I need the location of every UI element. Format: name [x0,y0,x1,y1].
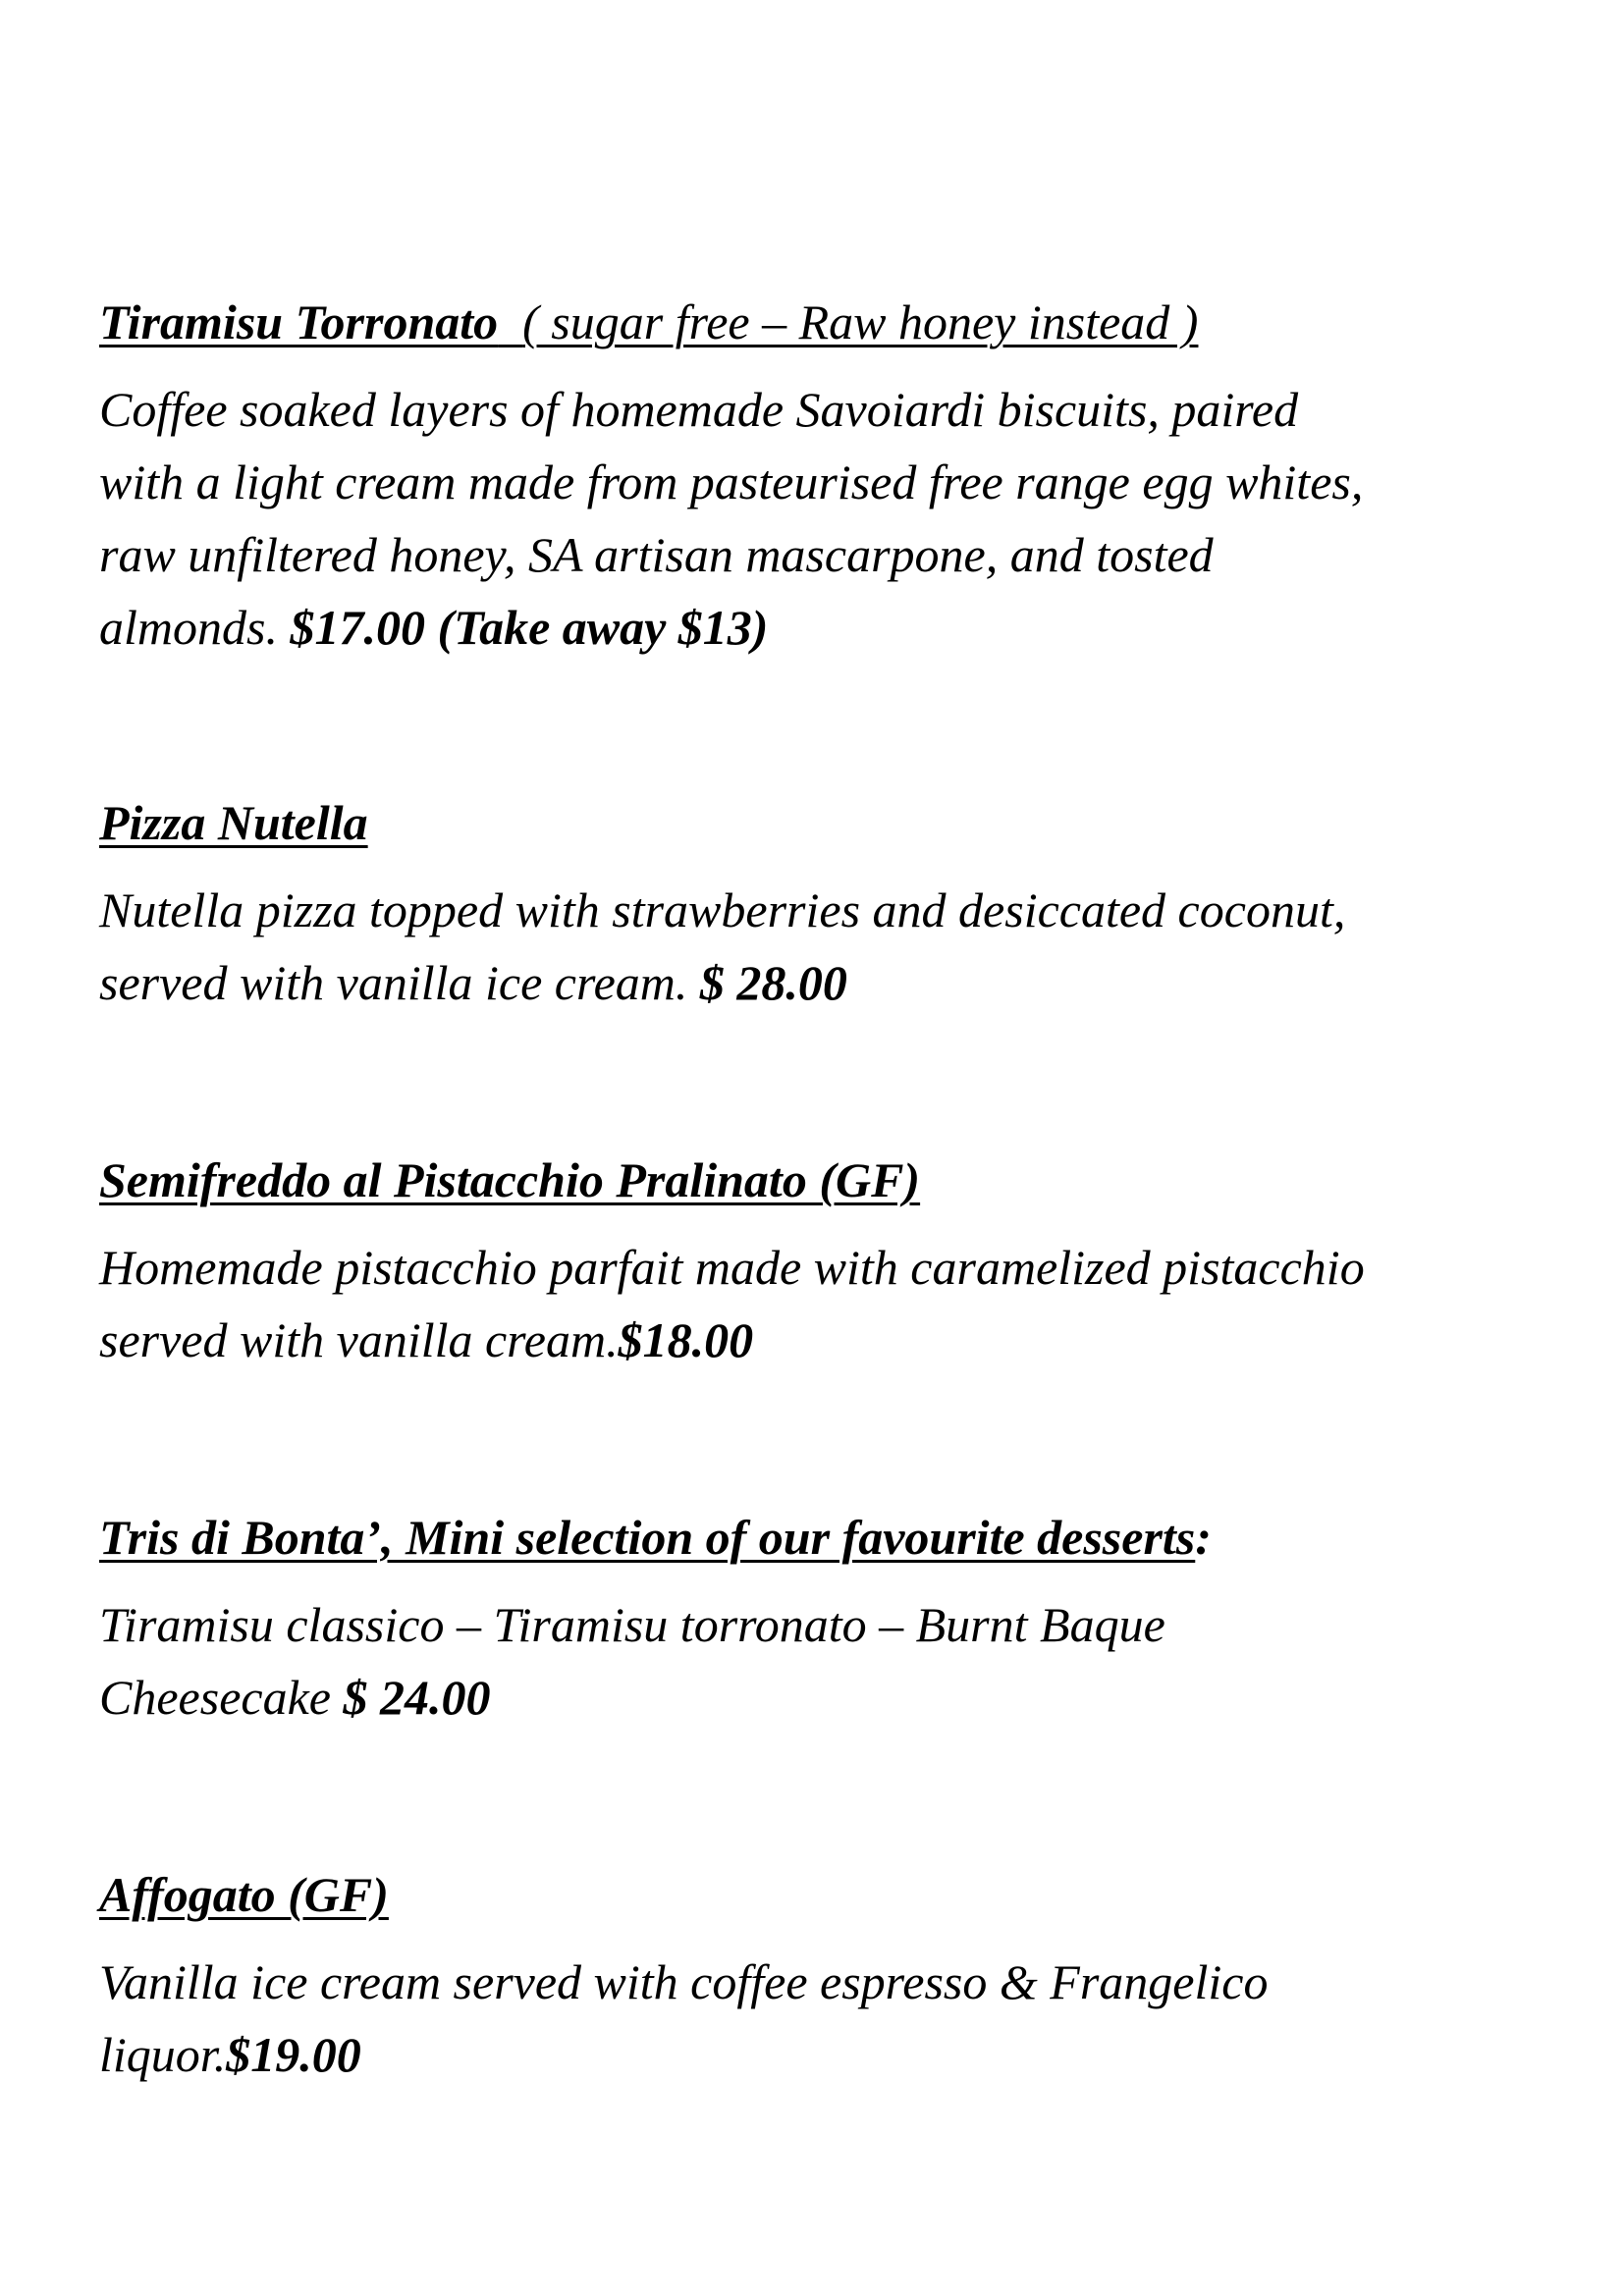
title-suffix: : [1195,1510,1212,1565]
item-name: Semifreddo al Pistacchio Pralinato (GF) [99,1152,921,1207]
description-line: Homemade pistacchio parfait made with caramelized pistacchio [99,1240,1365,1295]
description-line: with a light cream made from pasteurised free range egg whites, [99,454,1364,509]
menu-item-semifreddo [99,1150,1533,1376]
item-name: Tris di Bonta’, Mini selection of our favourite desserts [99,1510,1196,1565]
description-line: liquor. [99,2027,227,2082]
description-line: Vanilla ice cream served with coffee espresso & Frangelico [99,1954,1269,2009]
item-description [99,1231,1533,1376]
item-name: Affogato (GF) [99,1867,389,1922]
description-line: served with vanilla ice cream. [99,955,688,1010]
item-price: $17.00 (Take away $13) [290,600,769,655]
menu-item-tris-di-bonta [99,1508,1533,1734]
description-line: Nutella pizza topped with strawberries and desiccated coconut, [99,882,1346,937]
description-line: raw unfiltered honey, SA artisan mascarpone, and tosted [99,527,1214,582]
item-name: Pizza Nutella [99,795,368,850]
menu-item-pizza-nutella [99,793,1533,1019]
item-price: $ 28.00 [699,955,847,1010]
item-price: $18.00 [618,1312,754,1367]
item-description [99,1588,1533,1734]
item-title [99,793,1533,852]
item-title [99,293,1533,351]
description-line: Tiramisu classico – Tiramisu torronato – Burnt Baque [99,1597,1165,1652]
item-title [99,1865,1533,1924]
item-description [99,874,1533,1019]
item-note: ( sugar free – Raw honey instead ) [522,294,1199,349]
description-line: almonds. [99,600,278,655]
item-title [99,1150,1533,1209]
description-line: served with vanilla cream. [99,1312,619,1367]
item-title [99,1508,1533,1567]
menu-item-tiramisu-torronato [99,293,1533,664]
item-description [99,1946,1533,2091]
item-price: $19.00 [226,2027,361,2082]
item-description [99,373,1533,664]
item-name: Tiramisu Torronato [99,294,499,349]
description-line: Coffee soaked layers of homemade Savoiardi biscuits, paired [99,382,1299,437]
description-line: Cheesecake [99,1670,331,1725]
item-price: $ 24.00 [343,1670,491,1725]
menu-item-affogato [99,1865,1533,2091]
